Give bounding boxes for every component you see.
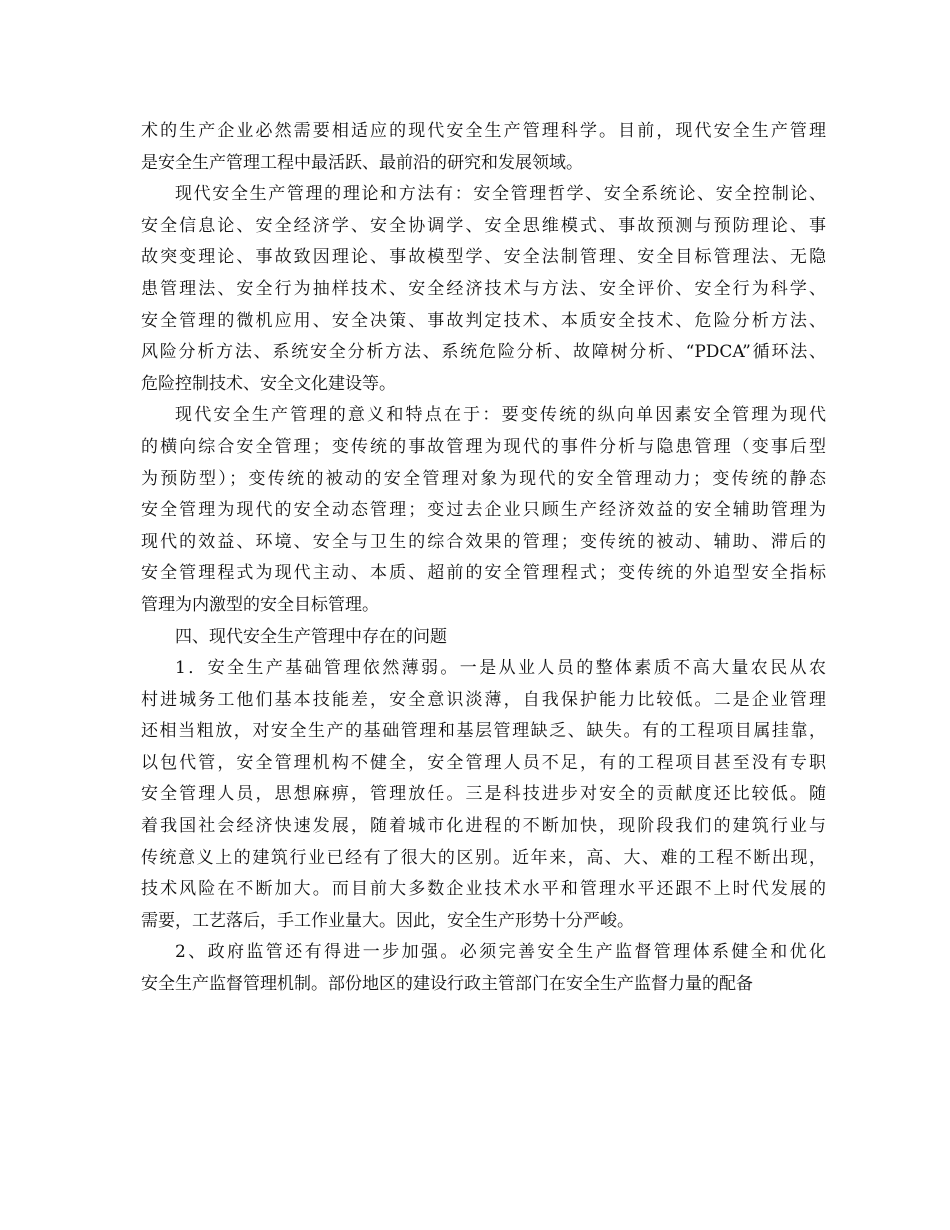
text-line: 管理为内激型的安全目标管理。 [141,594,379,615]
text-line: 危险控制技术、安全文化建设等。 [141,373,396,394]
paragraph [141,653,826,937]
text-line: 传统意义上的建筑行业已经有了很大的区别。近年来，高、大、难的工程不断出现， [141,847,826,868]
text-line: 需要，工艺落后，手工作业量大。因此，安全生产形势十分严峻。 [141,910,634,931]
text-line: 的横向综合安全管理；变传统的事故管理为现代的事件分析与隐患管理（变事后型 [141,436,826,457]
text-line: 技术风险在不断加大。而目前大多数企业技术水平和管理水平还跟不上时代发展的 [141,879,826,900]
text-line: 现代安全生产管理的理论和方法有：安全管理哲学、安全系统论、安全控制论、 [175,184,826,205]
text-line: 为预防型）；变传统的被动的安全管理对象为现代的安全管理动力；变传统的静态 [141,468,826,489]
text-line: 着我国社会经济快速发展，随着城市化进程的不断加快，现阶段我们的建筑行业与 [141,816,826,837]
text-line: 患管理法、安全行为抽样技术、安全经济技术与方法、安全评价、安全行为科学、 [141,278,826,299]
text-line: 现代的效益、环境、安全与卫生的综合效果的管理；变传统的被动、辅助、滞后的 [141,531,826,552]
text-line: 术的生产企业必然需要相适应的现代安全生产管理科学。目前，现代安全生产管理 [141,121,826,141]
text-line: 安全管理的微机应用、安全决策、事故判定技术、本质安全技术、危险分析方法、 [141,310,826,331]
text-line: 安全管理程式为现代主动、本质、超前的安全管理程式；变传统的外追型安全指标 [141,563,826,584]
text-line: 安全信息论、安全经济学、安全协调学、安全思维模式、事故预测与预防理论、事 [141,215,826,236]
text-line: 故突变理论、事故致因理论、事故模型学、安全法制管理、安全目标管理法、无隐 [141,247,826,268]
text-line: 是安全生产管理工程中最活跃、最前沿的研究和发展领域。 [141,152,583,173]
text-line: 以包代管，安全管理机构不健全，安全管理人员不足，有的工程项目甚至没有专职 [141,752,826,773]
paragraph [141,400,826,621]
text-line: 安全管理为现代的安全动态管理；变过去企业只顾生产经济效益的安全辅助管理为 [141,500,826,521]
text-line: 还相当粗放，对安全生产的基础管理和基层管理缺乏、缺失。有的工程项目属挂靠， [141,721,826,742]
document-body [141,116,826,1001]
text-line: 村进城务工他们基本技能差，安全意识淡薄，自我保护能力比较低。二是企业管理 [141,689,826,710]
text-line: 1．安全生产基础管理依然薄弱。一是从业人员的整体素质不高大量农民从农 [175,658,826,679]
paragraph [141,116,826,179]
text-line: 风险分析方法、系统安全分析方法、系统危险分析、故障树分析、“PDCA”循环法、 [141,342,826,363]
paragraph [141,622,826,654]
paragraph [141,179,826,400]
paragraph [141,937,826,1000]
text-line: 安全管理人员，思想麻痹，管理放任。三是科技进步对安全的贡献度还比较低。随 [141,784,826,805]
text-line: 安全生产监督管理机制。部份地区的建设行政主管部门在安全生产监督力量的配备 [141,974,753,995]
text-line: 四、现代安全生产管理中存在的问题 [175,626,447,647]
text-line: 2、政府监管还有得进一步加强。必须完善安全生产监督管理体系健全和优化 [175,942,826,963]
text-line: 现代安全生产管理的意义和特点在于：要变传统的纵向单因素安全管理为现代 [175,405,826,426]
